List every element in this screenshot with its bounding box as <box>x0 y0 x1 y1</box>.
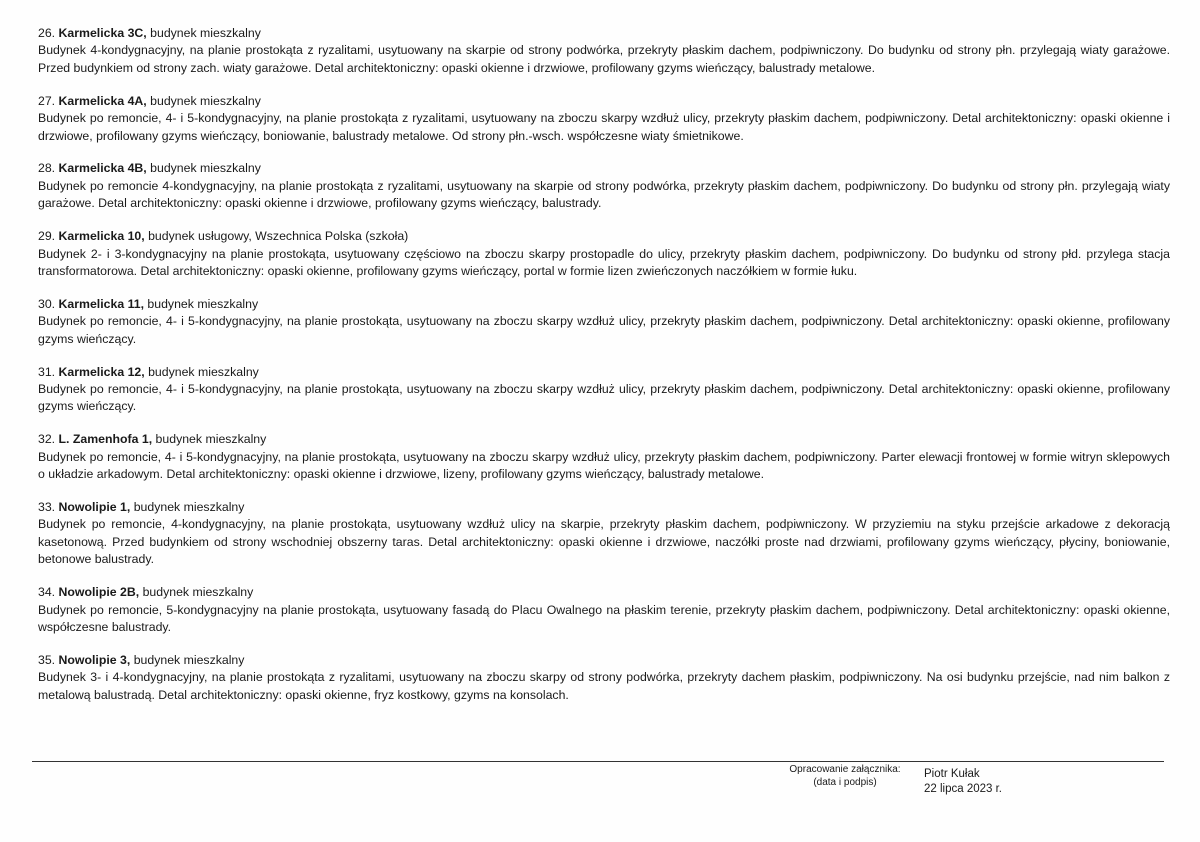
entry-type: budynek mieszkalny <box>146 93 261 108</box>
entry-description: Budynek po remoncie, 4-kondygnacyjny, na planie prostokąta, usytuowany wzdłuż ulicy na skarpie, przekryty płaskim dachem, podpiwniczony. W przyziemiu na styku przejście arkadowe z dekoracją kasetonową. Przed budynkiem od strony wschodniej obszerny taras. Detal architektoniczny: opaski okienne i drzwiowe, naczółki proste nad drzwiami, profilowany gzyms wieńczący, płyciny, boniowanie, betonowe balustrady. <box>38 517 1170 567</box>
entry-number: 30. <box>38 296 56 311</box>
entry-description: Budynek 2- i 3-kondygnacyjny na planie prostokąta, usytuowany częściowo na zboczu skarpy prostopadle do ulicy, przekryty płaskim dachem, podpiwniczony. Do budynku od strony płd. przylega stacja transformatorowa. Detal architektoniczny: opaski okienne, profilowany gzyms wieńczący, portal w formie lizen zwieńczonych naczółkiem w formie łuku. <box>38 246 1170 278</box>
entry-address: Karmelicka 4B, <box>58 161 147 176</box>
entry-description: Budynek po remoncie, 4- i 5-kondygnacyjny, na planie prostokąta, usytuowany na zboczu skarpy wzdłuż ulicy, przekryty płaskim dachem, podpiwniczony. Parter elewacji frontowej w formie witryn sklepowych o układzie arkadowym. Detal architektoniczny: opaski okienne i drzwiowe, lizeny, profilowany gzyms wieńczący, balustrady metalowe. <box>38 449 1170 482</box>
entry-heading <box>38 228 1170 245</box>
entry-number: 33. <box>38 500 56 515</box>
footer-label-hint: (data i podpis) <box>813 776 877 788</box>
entry-address: L. Zamenhofa 1, <box>58 432 153 447</box>
entry-description: Budynek 4-kondygnacyjny, na planie prostokąta z ryzalitami, usytuowany na skarpie od strony podwórka, przekryty płaskim dachem, podpiwniczony. Do budynku od strony płn. przylegają wiaty garażowe. Przed budynkiem od strony zach. wiaty garażowe. Detal architektoniczny: opaski okienne i drzwiowe, profilowany gzyms wieńczący, balustrady metalowe. <box>38 43 1170 75</box>
entry-heading <box>38 364 1170 381</box>
entry-address: Karmelicka 3C, <box>58 26 147 40</box>
list-item <box>38 160 1170 212</box>
entry-heading <box>38 93 1170 110</box>
entry-type: budynek mieszkalny <box>130 652 245 667</box>
building-list <box>38 25 1170 720</box>
entry-description: Budynek po remoncie, 5-kondygnacyjny na planie prostokąta, usytuowany fasadą do Placu Owalnego na płaskim terenie, przekryty płaskim dachem, podpiwniczony. Detal architektoniczny: opaski okienne, współczesne balustrady. <box>38 602 1170 634</box>
entry-description: Budynek po remoncie, 4- i 5-kondygnacyjny, na planie prostokąta, usytuowany na zboczu skarpy wzdłuż ulicy, przekryty płaskim dachem, podpiwniczony. Detal architektoniczny: opaski okienne, profilowany gzyms wieńczący. <box>38 314 1170 346</box>
entry-type: budynek mieszkalny <box>152 432 267 447</box>
entry-address: Karmelicka 12, <box>58 364 145 379</box>
entry-address: Karmelicka 4A, <box>58 93 147 108</box>
list-item <box>38 93 1170 145</box>
entry-type: budynek mieszkalny <box>130 500 245 515</box>
entry-type: budynek mieszkalny <box>139 585 254 600</box>
entry-number: 28. <box>38 161 56 176</box>
list-item <box>38 499 1170 569</box>
entry-description: Budynek po remoncie 4-kondygnacyjny, na planie prostokąta z ryzalitami, usytuowany na skarpie od strony podwórka, przekryty płaskim dachem, podpiwniczony. Do budynku od strony płn. przylegają wiaty garażowe. Detal architektoniczny: opaski okienne i drzwiowe, profilowany gzyms wieńczący, balustrady. <box>38 178 1170 211</box>
footer-label <box>775 764 915 789</box>
signature-date: 22 lipca 2023 r. <box>924 783 1003 795</box>
entry-description: Budynek 3- i 4-kondygnacyjny, na planie prostokąta z ryzalitami, usytuowany na zboczu skarpy od strony podwórka, przekryty dachem płaskim, podpiwniczony. Na osi budynku przejście, nad nim balkon z metalową balustradą. Detal architektoniczny: opaski okienne, fryz kostkowy, gzyms na konsolach. <box>38 670 1170 702</box>
list-item <box>38 296 1170 348</box>
list-item <box>38 431 1170 483</box>
list-item <box>38 584 1170 636</box>
entry-number: 26. <box>38 26 56 40</box>
entry-heading <box>38 296 1170 313</box>
entry-number: 31. <box>38 364 56 379</box>
entry-address: Karmelicka 11, <box>58 296 144 311</box>
entry-number: 32. <box>38 432 56 447</box>
list-item <box>38 364 1170 416</box>
entry-type: budynek mieszkalny <box>146 161 261 176</box>
footer-label-title: Opracowanie załącznika: <box>789 764 901 775</box>
entry-address: Karmelicka 10, <box>58 229 145 244</box>
entry-number: 27. <box>38 93 56 108</box>
entry-number: 34. <box>38 585 56 600</box>
entry-heading <box>38 499 1170 516</box>
footer-signature <box>924 767 1002 797</box>
list-item <box>38 652 1170 704</box>
entry-heading <box>38 652 1170 669</box>
entry-heading <box>38 584 1170 601</box>
entry-heading <box>38 431 1170 448</box>
entry-address: Nowolipie 1, <box>58 500 131 515</box>
list-item <box>38 228 1170 280</box>
entry-number: 29. <box>38 229 56 244</box>
entry-description: Budynek po remoncie, 4- i 5-kondygnacyjny, na planie prostokąta, usytuowany na zboczu skarpy wzdłuż ulicy, przekryty płaskim dachem, podpiwniczony. Detal architektoniczny: opaski okienne, profilowany gzyms wieńczący. <box>38 382 1170 414</box>
list-item <box>38 25 1170 77</box>
entry-type: budynek mieszkalny <box>144 296 259 311</box>
entry-description: Budynek po remoncie, 4- i 5-kondygnacyjny, na planie prostokąta z ryzalitami, usytuowany na zboczu skarpy wzdłuż ulicy, przekryty płaskim dachem, podpiwniczony. Detal architektoniczny: opaski okienne i drzwiowe, profilowany gzyms wieńczący, boniowanie, balustrady metalowe. Od strony płn.-wsch. współczesne wiaty śmietnikowe. <box>38 111 1170 143</box>
entry-type: budynek mieszkalny <box>144 364 259 379</box>
author-name: Piotr Kułak <box>924 768 980 780</box>
entry-type: budynek usługowy, Wszechnica Polska (szkoła) <box>144 229 409 244</box>
entry-address: Nowolipie 3, <box>58 652 131 667</box>
entry-number: 35. <box>38 652 56 667</box>
entry-heading <box>38 160 1170 177</box>
entry-address: Nowolipie 2B, <box>58 585 140 600</box>
entry-type: budynek mieszkalny <box>146 26 261 40</box>
entry-heading <box>38 25 1170 42</box>
footer-divider <box>32 761 1164 762</box>
